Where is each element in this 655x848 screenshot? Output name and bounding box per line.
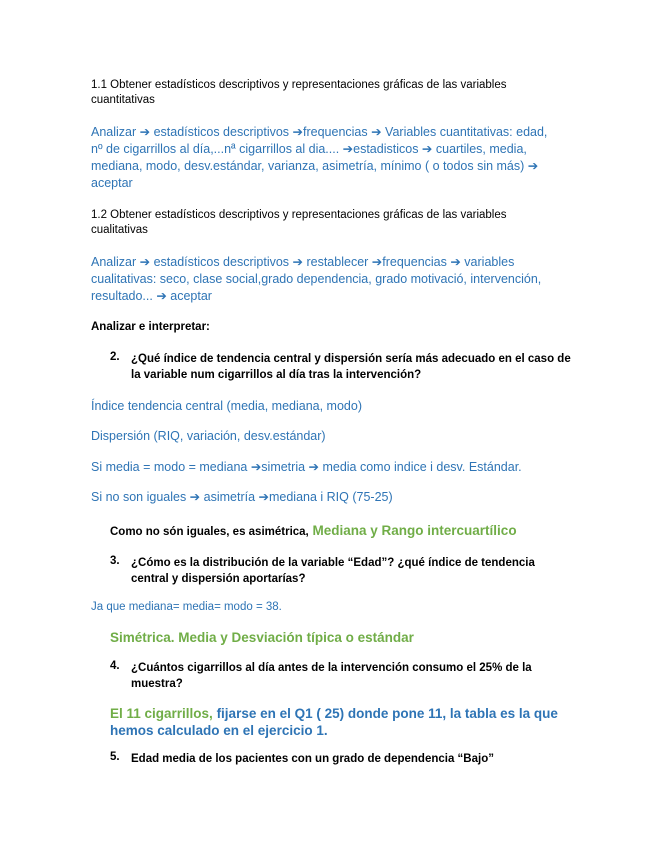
- q3-answer: Ja que mediana= media= modo = 38.: [91, 601, 282, 613]
- section-1-1-answer: Analizar ➔ estadísticos descriptivos ➔frequencias ➔ Variables cuantitativas: edad, nº de cigarrillos al día,...nª cigarrillos al dia.... ➔estadisticos ➔ cuartiles, media, mediana, modo, desv.estándar, varianza, asimetría, mínimo ( o todos sin más) ➔ aceptar: [91, 125, 548, 190]
- q2-rule-asymmetric: Si no son iguales ➔ asimetría ➔mediana i RIQ (75-25): [91, 490, 393, 504]
- question-5-number: 5.: [110, 751, 120, 763]
- question-3-number: 3.: [110, 555, 120, 567]
- q2-rule-symmetric: Si media = modo = mediana ➔simetria ➔ media como indice i desv. Estándar.: [91, 460, 522, 474]
- q2-conclusion: [110, 522, 580, 541]
- question-2-number: 2.: [110, 351, 120, 363]
- q2-central-index: Índice tendencia central (media, mediana, modo): [91, 399, 362, 413]
- question-2-text: ¿Qué índice de tendencia central y dispersión sería más adecuado en el caso de la variable num cigarrillos al día tras la intervención?: [131, 353, 571, 381]
- question-4-text: ¿Cuántos cigarrillos al día antes de la intervención consumo el 25% de la muestra?: [131, 662, 532, 690]
- section-1-2-answer: Analizar ➔ estadísticos descriptivos ➔ restablecer ➔frequencias ➔ variables cualitativas: seco, clase social,grado dependencia, grado motivació, intervención, resultado... ➔ aceptar: [91, 255, 542, 303]
- question-4-number: 4.: [110, 660, 120, 672]
- section-1-2-title: 1.2 Obtener estadísticos descriptivos y representaciones gráficas de las variables cualitativas: [91, 209, 507, 236]
- q4-answer-blue: fijarse en el Q1 ( 25) donde pone 11, la tabla es la que hemos calculado en el ejercicio 1.: [110, 706, 558, 738]
- q2-dispersion: Dispersión (RIQ, variación, desv.estándar): [91, 429, 326, 443]
- q4-answer-green: El 11 cigarrillos,: [110, 706, 213, 721]
- question-5-text: Edad media de los pacientes con un grado de dependencia “Bajo”: [131, 753, 494, 765]
- section-1-1-title: 1.1 Obtener estadísticos descriptivos y representaciones gráficas de las variables cuantitativas: [91, 79, 507, 106]
- q2-conclusion-prefix: Como no són iguales, es asimétrica,: [110, 526, 309, 538]
- q2-conclusion-highlight: Mediana y Rango intercuartílico: [308, 523, 517, 538]
- analyze-heading: Analizar e interpretar:: [91, 321, 210, 333]
- question-3-text: ¿Cómo es la distribución de la variable “Edad”? ¿qué índice de tendencia central y dispersión aportarías?: [131, 557, 535, 585]
- q3-conclusion: Simétrica. Media y Desviación típica o estándar: [110, 630, 414, 645]
- q4-answer: [110, 705, 560, 739]
